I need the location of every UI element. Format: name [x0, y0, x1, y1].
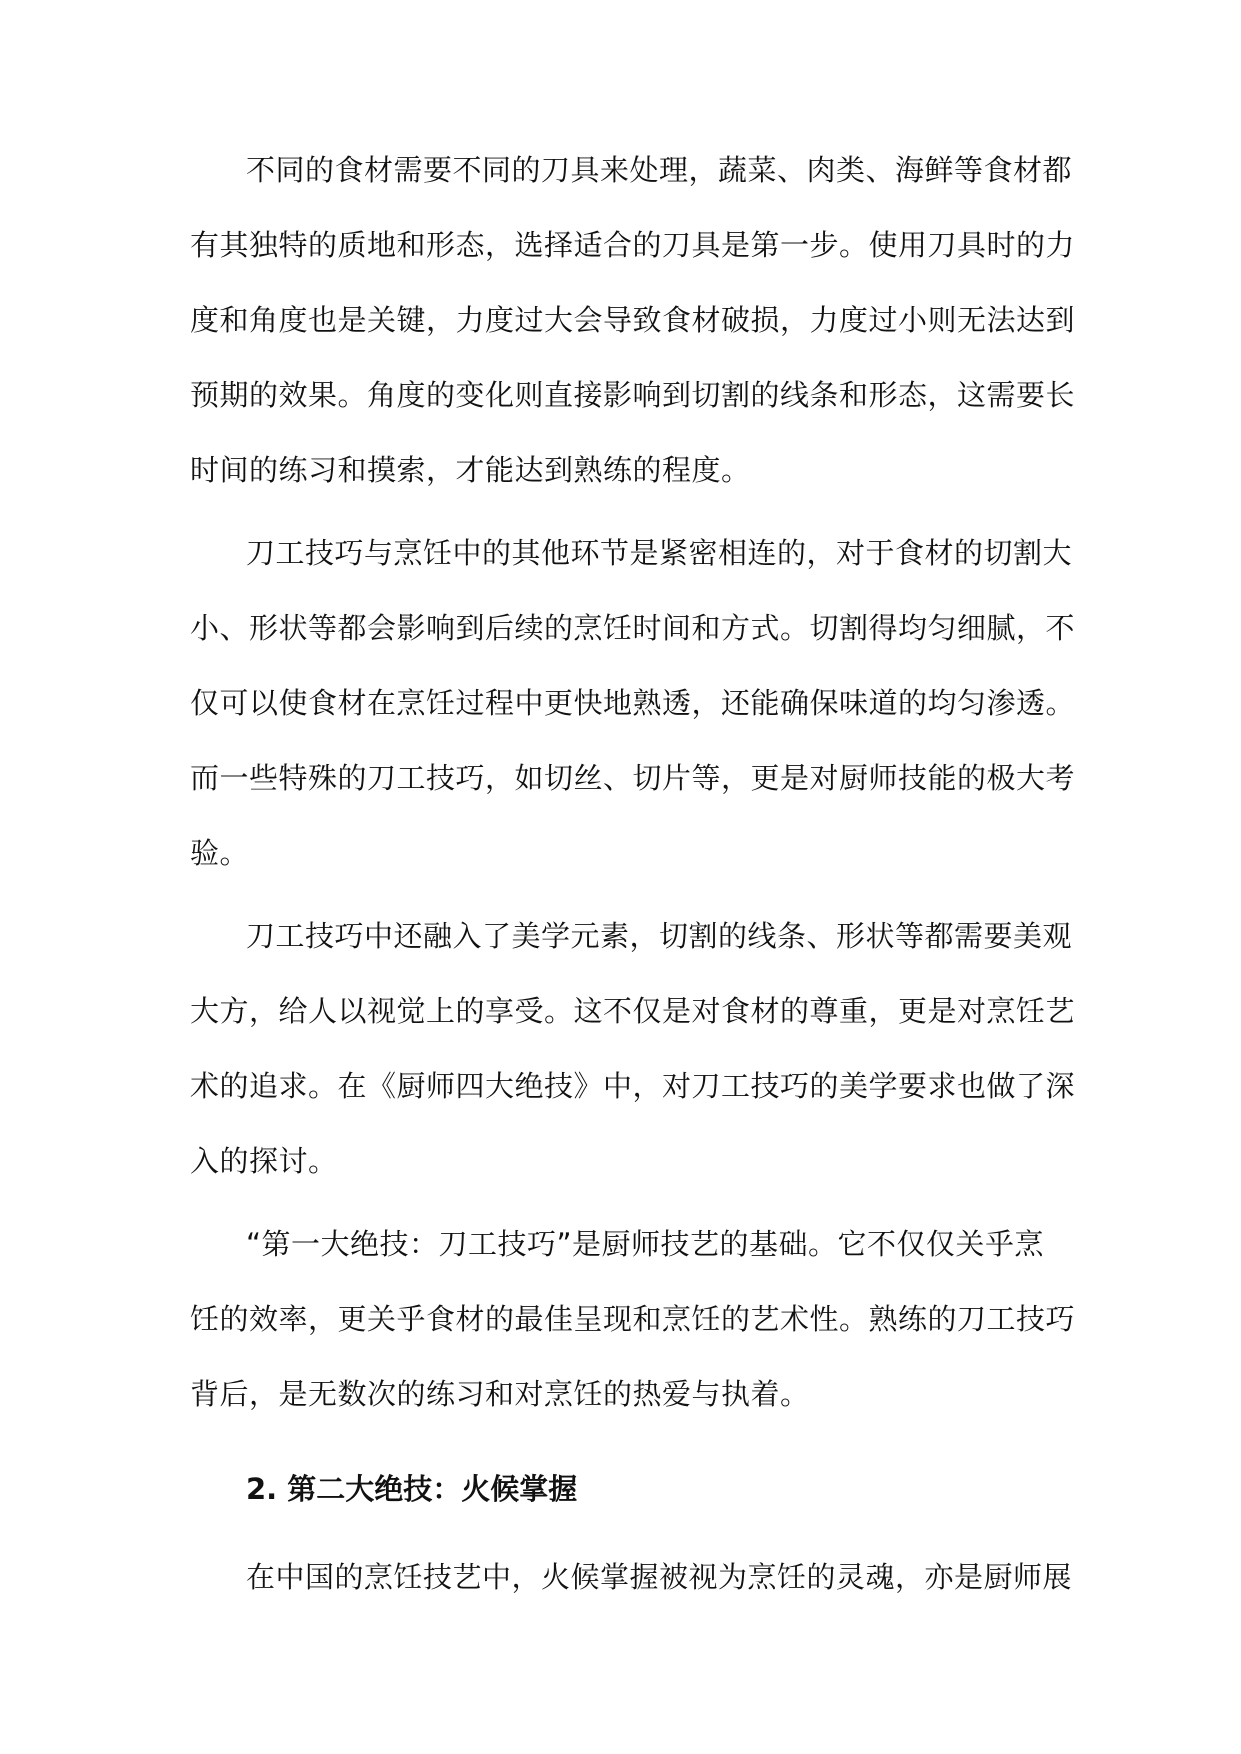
text-line: 有其独特的质地和形态，选择适合的刀具是第一步。使用刀具时的力	[190, 228, 1076, 262]
text-line: 不同的食材需要不同的刀具来处理，蔬菜、肉类、海鲜等食材都	[246, 153, 1073, 187]
text-line: 刀工技巧中还融入了美学元素，切割的线条、形状等都需要美观	[246, 919, 1073, 953]
text-line: 度和角度也是关键，力度过大会导致食材破损，力度过小则无法达到	[190, 303, 1076, 337]
text-line: 验。	[190, 836, 250, 870]
text-line: 背后，是无数次的练习和对烹饪的热爱与执着。	[190, 1377, 810, 1411]
text-line: 大方，给人以视觉上的享受。这不仅是对食材的尊重，更是对烹饪艺	[190, 994, 1076, 1028]
text-line: 预期的效果。角度的变化则直接影响到切割的线条和形态，这需要长	[190, 378, 1076, 412]
text-line: 术的追求。在《厨师四大绝技》中，对刀工技巧的美学要求也做了深	[190, 1069, 1076, 1103]
text-line: 小、形状等都会影响到后续的烹饪时间和方式。切割得均匀细腻，不	[190, 611, 1076, 645]
text-line: 刀工技巧与烹饪中的其他环节是紧密相连的，对于食材的切割大	[246, 536, 1073, 570]
text-line: 在中国的烹饪技艺中，火候掌握被视为烹饪的灵魂，亦是厨师展	[246, 1560, 1073, 1594]
section-heading: 2. 第二大绝技：火候掌握	[246, 1472, 578, 1506]
text-line: 时间的练习和摸索，才能达到熟练的程度。	[190, 453, 751, 487]
text-line: 仅可以使食材在烹饪过程中更快地熟透，还能确保味道的均匀渗透。	[190, 686, 1076, 720]
text-line: 饪的效率，更关乎食材的最佳呈现和烹饪的艺术性。熟练的刀工技巧	[190, 1302, 1076, 1336]
text-line: “第一大绝技：刀工技巧”是厨师技艺的基础。它不仅仅关乎烹	[246, 1227, 1045, 1261]
text-line: 而一些特殊的刀工技巧，如切丝、切片等，更是对厨师技能的极大考	[190, 761, 1076, 795]
text-line: 入的探讨。	[190, 1144, 338, 1178]
